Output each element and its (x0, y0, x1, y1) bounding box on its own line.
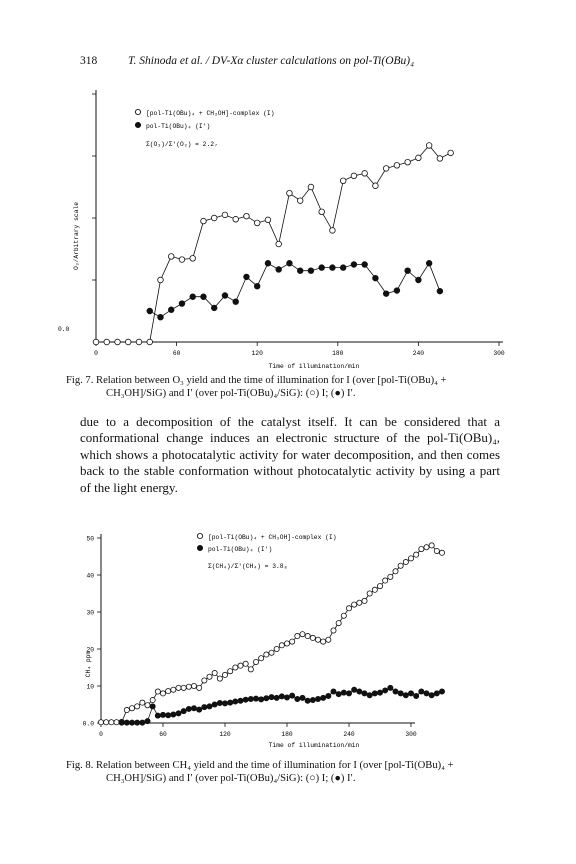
data-point-filled (129, 720, 134, 725)
data-point-filled (179, 301, 185, 307)
data-point-filled (310, 697, 315, 702)
x-tick-label: 180 (332, 350, 344, 357)
fig7-ratio-label: Σ(O₃)/Σ′(O₃) = 2.2₇ (146, 141, 218, 148)
data-point-open (269, 650, 274, 655)
data-point-filled (405, 268, 411, 274)
data-point-filled (238, 698, 243, 703)
data-point-filled (284, 695, 289, 700)
data-point-filled (321, 695, 326, 700)
data-point-filled (217, 700, 222, 705)
data-point-open (297, 198, 303, 204)
data-point-filled (248, 696, 253, 701)
data-point-filled (394, 288, 400, 294)
x-tick-label: 120 (251, 350, 263, 357)
data-point-open (202, 678, 207, 683)
data-point-open (346, 606, 351, 611)
data-point-filled (244, 274, 250, 280)
data-point-open (377, 584, 382, 589)
x-tick-label: 120 (219, 731, 231, 738)
data-point-open (279, 643, 284, 648)
x-tick-label: 300 (493, 350, 505, 357)
data-point-filled (346, 691, 351, 696)
data-point-open (357, 600, 362, 605)
data-point-open (147, 339, 153, 345)
data-point-filled (168, 307, 174, 313)
data-point-filled (145, 719, 150, 724)
data-point-filled (383, 688, 388, 693)
data-point-filled (222, 701, 227, 706)
data-point-open (233, 665, 238, 670)
data-point-open (405, 159, 411, 165)
data-point-open (351, 173, 357, 179)
data-point-filled (319, 265, 325, 271)
data-point-open (125, 339, 131, 345)
data-point-filled (398, 691, 403, 696)
fig7-legend-filled-label: pol-Ti(OBu)₄ (I′) (146, 123, 211, 130)
data-point-open (394, 163, 400, 169)
data-point-open (330, 228, 336, 234)
data-point-open (93, 339, 99, 345)
data-point-open (191, 683, 196, 688)
data-point-filled (186, 706, 191, 711)
data-point-filled (150, 704, 155, 709)
fig8-xlabel: Time of illumination/min (268, 742, 360, 749)
data-point-open (264, 652, 269, 657)
data-point-filled (269, 695, 274, 700)
data-point-open (373, 183, 379, 189)
data-point-open (341, 613, 346, 618)
data-point-filled (228, 700, 233, 705)
fig7-legend (135, 109, 274, 148)
data-point-filled (158, 314, 164, 320)
y-tick-label: 0.0 (82, 720, 94, 728)
data-point-filled (135, 720, 140, 725)
page-number: 318 (80, 55, 98, 67)
data-point-open (437, 156, 443, 162)
data-point-open (265, 217, 271, 223)
data-point-open (362, 598, 367, 603)
data-point-filled (362, 262, 368, 268)
data-point-filled (383, 291, 389, 297)
data-point-open (233, 216, 239, 222)
x-tick-label: 240 (343, 731, 355, 738)
data-point-open (254, 220, 260, 226)
fig7-origin-label: 0.0 (58, 326, 70, 333)
data-point-filled (336, 692, 341, 697)
data-point-open (259, 656, 264, 661)
data-point-open (109, 720, 114, 725)
data-point-filled (362, 691, 367, 696)
data-point-filled (330, 265, 336, 271)
data-point-open (434, 548, 439, 553)
data-point-open (190, 256, 196, 262)
data-point-filled (377, 690, 382, 695)
data-point-filled (300, 695, 305, 700)
data-point-open (319, 209, 325, 215)
data-point-filled (351, 262, 357, 268)
data-point-filled (388, 685, 393, 690)
data-point-open (388, 574, 393, 579)
data-point-open (186, 684, 191, 689)
fig8-ylabel: CH₄ ppm (85, 650, 92, 678)
data-point-open (150, 697, 155, 702)
data-point-open (448, 150, 454, 156)
data-point-filled (437, 288, 443, 294)
data-point-filled (290, 693, 295, 698)
fig8-caption (66, 759, 454, 785)
data-point-open (160, 691, 165, 696)
data-point-filled (429, 693, 434, 698)
data-point-filled (393, 689, 398, 694)
data-point-filled (171, 712, 176, 717)
fig7-legend-filled-marker (135, 122, 140, 127)
data-point-filled (341, 690, 346, 695)
data-point-open (179, 257, 185, 263)
data-point-open (300, 632, 305, 637)
data-point-filled (259, 697, 264, 702)
data-point-open (222, 672, 227, 677)
data-point-open (419, 547, 424, 552)
x-tick-label: 60 (159, 731, 167, 738)
data-point-open (321, 639, 326, 644)
data-point-filled (276, 267, 282, 273)
data-point-open (238, 663, 243, 668)
data-point-filled (419, 689, 424, 694)
data-point-filled (357, 689, 362, 694)
data-point-open (383, 578, 388, 583)
data-point-open (197, 685, 202, 690)
fig7-ylabel: O₃/Arbitrary scale (73, 201, 80, 271)
data-point-open (129, 706, 134, 711)
fig8-legend-open-label: [pol-Ti(OBu)₄ + CH₃OH]-complex (I) (208, 534, 337, 541)
fig7-caption-line2: CH₃OH]/SiG) and I′ (over pol-Ti(OBu)₄/SiG): (○) I; (●) I′. (106, 388, 356, 399)
data-point-filled (279, 694, 284, 699)
data-point-open (383, 166, 389, 172)
data-point-filled (265, 260, 271, 266)
data-point-open (211, 215, 217, 221)
fig8-ratio-label: Σ(CH₄)/Σ′(CH₄) = 3.8₈ (208, 563, 288, 570)
data-point-open (274, 646, 279, 651)
data-point-open (168, 254, 174, 260)
data-point-filled (191, 706, 196, 711)
data-point-filled (340, 265, 346, 271)
data-point-filled (243, 697, 248, 702)
data-point-filled (181, 709, 186, 714)
data-point-filled (207, 704, 212, 709)
data-point-open (217, 676, 222, 681)
data-point-open (362, 171, 368, 177)
data-point-filled (212, 702, 217, 707)
data-point-open (352, 602, 357, 607)
fig7-legend-open-marker (135, 109, 140, 114)
data-point-open (140, 700, 145, 705)
data-point-filled (155, 713, 160, 718)
data-point-open (308, 184, 314, 190)
data-point-open (416, 155, 422, 161)
fig7-xlabel: Time of illumination/min (268, 363, 360, 370)
y-tick-label: 10 (86, 683, 94, 691)
data-point-filled (176, 711, 181, 716)
data-point-open (248, 667, 253, 672)
y-tick-label: 40 (86, 572, 94, 580)
data-point-open (244, 213, 250, 219)
data-point-filled (160, 712, 165, 717)
fig8-caption-line2: CH₃OH]/SiG) and I′ (over pol-Ti(OBu)₄/SiG): (○) I; (●) I′. (106, 773, 356, 784)
data-point-open (98, 720, 103, 725)
data-point-open (124, 707, 129, 712)
data-point-filled (424, 691, 429, 696)
body-paragraph: due to a decomposition of the catalyst itself. It can be considered that a conformational change induces an electronic structure of the pol-Ti(OBu)₄, which shows a photocatalytic activity for water decomposition, and then comes back to the stable conformation without photocatalytic activity by using a part of the light energy. (80, 414, 500, 495)
data-point-filled (119, 720, 124, 725)
data-point-filled (305, 698, 310, 703)
data-point-filled (202, 704, 207, 709)
data-point-filled (274, 695, 279, 700)
fig8-legend-open-marker (197, 533, 202, 538)
fig8-legend-filled-label: pol-Ti(OBu)₄ (I′) (208, 546, 273, 553)
data-point-filled (352, 687, 357, 692)
data-point-open (287, 190, 293, 196)
fig8-legend-filled-marker (197, 545, 202, 550)
data-point-filled (201, 294, 207, 300)
data-point-open (276, 241, 282, 247)
data-point-filled (315, 696, 320, 701)
data-point-open (145, 703, 150, 708)
x-tick-label: 0 (99, 731, 103, 738)
data-point-filled (166, 713, 171, 718)
fig7-series-filled (147, 260, 443, 320)
data-point-open (414, 552, 419, 557)
fig7-legend-open-label: [pol-Ti(OBu)₄ + CH₃OH]-complex (I) (146, 110, 275, 117)
data-point-open (290, 639, 295, 644)
data-point-open (367, 591, 372, 596)
data-point-open (403, 559, 408, 564)
data-point-filled (190, 294, 196, 300)
data-point-open (201, 218, 207, 224)
data-point-open (393, 569, 398, 574)
data-point-open (336, 621, 341, 626)
data-point-filled (295, 696, 300, 701)
data-point-open (315, 637, 320, 642)
data-point-filled (140, 720, 145, 725)
running-title: T. Shinoda et al. / DV-Xα cluster calculations on pol-Ti(OBu)₄ (128, 55, 415, 67)
data-point-filled (403, 693, 408, 698)
data-point-filled (197, 707, 202, 712)
data-point-filled (414, 693, 419, 698)
data-point-filled (308, 268, 314, 274)
data-point-filled (147, 308, 153, 314)
fig7-series-open (93, 143, 453, 345)
data-point-open (181, 685, 186, 690)
data-point-open (408, 556, 413, 561)
data-point-open (114, 720, 119, 725)
data-point-open (398, 563, 403, 568)
data-point-filled (426, 260, 432, 266)
data-point-filled (439, 689, 444, 694)
y-tick-label: 50 (86, 535, 94, 543)
data-point-open (310, 635, 315, 640)
fig8-chart (60, 526, 520, 756)
data-point-open (212, 670, 217, 675)
data-point-open (222, 212, 228, 218)
data-point-open (326, 637, 331, 642)
data-point-filled (372, 691, 377, 696)
data-point-open (104, 339, 110, 345)
data-point-open (305, 633, 310, 638)
x-tick-label: 300 (405, 731, 417, 738)
data-point-open (243, 661, 248, 666)
data-point-filled (264, 696, 269, 701)
data-point-open (253, 659, 258, 664)
data-point-open (171, 687, 176, 692)
y-tick-label: 30 (86, 609, 94, 617)
x-tick-label: 180 (281, 731, 293, 738)
y-tick-label: 20 (86, 646, 94, 654)
data-point-open (104, 720, 109, 725)
data-point-open (155, 689, 160, 694)
data-point-filled (287, 260, 293, 266)
data-point-filled (434, 691, 439, 696)
x-tick-label: 240 (412, 350, 425, 357)
data-point-open (166, 689, 171, 694)
data-point-open (135, 704, 140, 709)
data-point-filled (331, 689, 336, 694)
data-point-filled (297, 268, 303, 274)
data-point-open (372, 587, 377, 592)
data-point-filled (408, 691, 413, 696)
data-point-filled (211, 305, 217, 311)
data-point-filled (253, 696, 258, 701)
data-point-open (331, 628, 336, 633)
fig7-chart (60, 86, 520, 376)
data-point-filled (254, 283, 260, 289)
x-tick-label: 0 (94, 350, 98, 357)
data-point-filled (222, 293, 228, 299)
data-point-filled (326, 693, 331, 698)
fig8-caption-line1: Fig. 8. Relation between CH₄ yield and the time of illumination for I (over [pol-Ti(OBu)₄ + (66, 760, 454, 771)
running-header (80, 55, 498, 73)
data-point-open (158, 277, 164, 283)
data-point-filled (233, 699, 238, 704)
data-point-open (284, 641, 289, 646)
fig7-caption (66, 374, 446, 400)
data-point-open (424, 545, 429, 550)
data-point-filled (367, 693, 372, 698)
x-tick-label: 60 (172, 350, 181, 357)
data-point-filled (233, 299, 239, 305)
fig7-caption-line1: Fig. 7. Relation between O₃ yield and the time of illumination for I (over [pol-Ti(OBu)₄ + (66, 375, 447, 386)
data-point-filled (373, 275, 379, 281)
fig8-legend (197, 533, 336, 570)
data-point-open (295, 633, 300, 638)
data-point-open (136, 339, 142, 345)
data-point-open (115, 339, 121, 345)
data-point-open (426, 143, 432, 149)
data-point-filled (124, 720, 129, 725)
data-point-open (340, 178, 346, 184)
data-point-open (176, 685, 181, 690)
data-point-open (228, 669, 233, 674)
data-point-open (207, 674, 212, 679)
data-point-open (429, 543, 434, 548)
data-point-open (439, 550, 444, 555)
data-point-filled (416, 277, 422, 283)
